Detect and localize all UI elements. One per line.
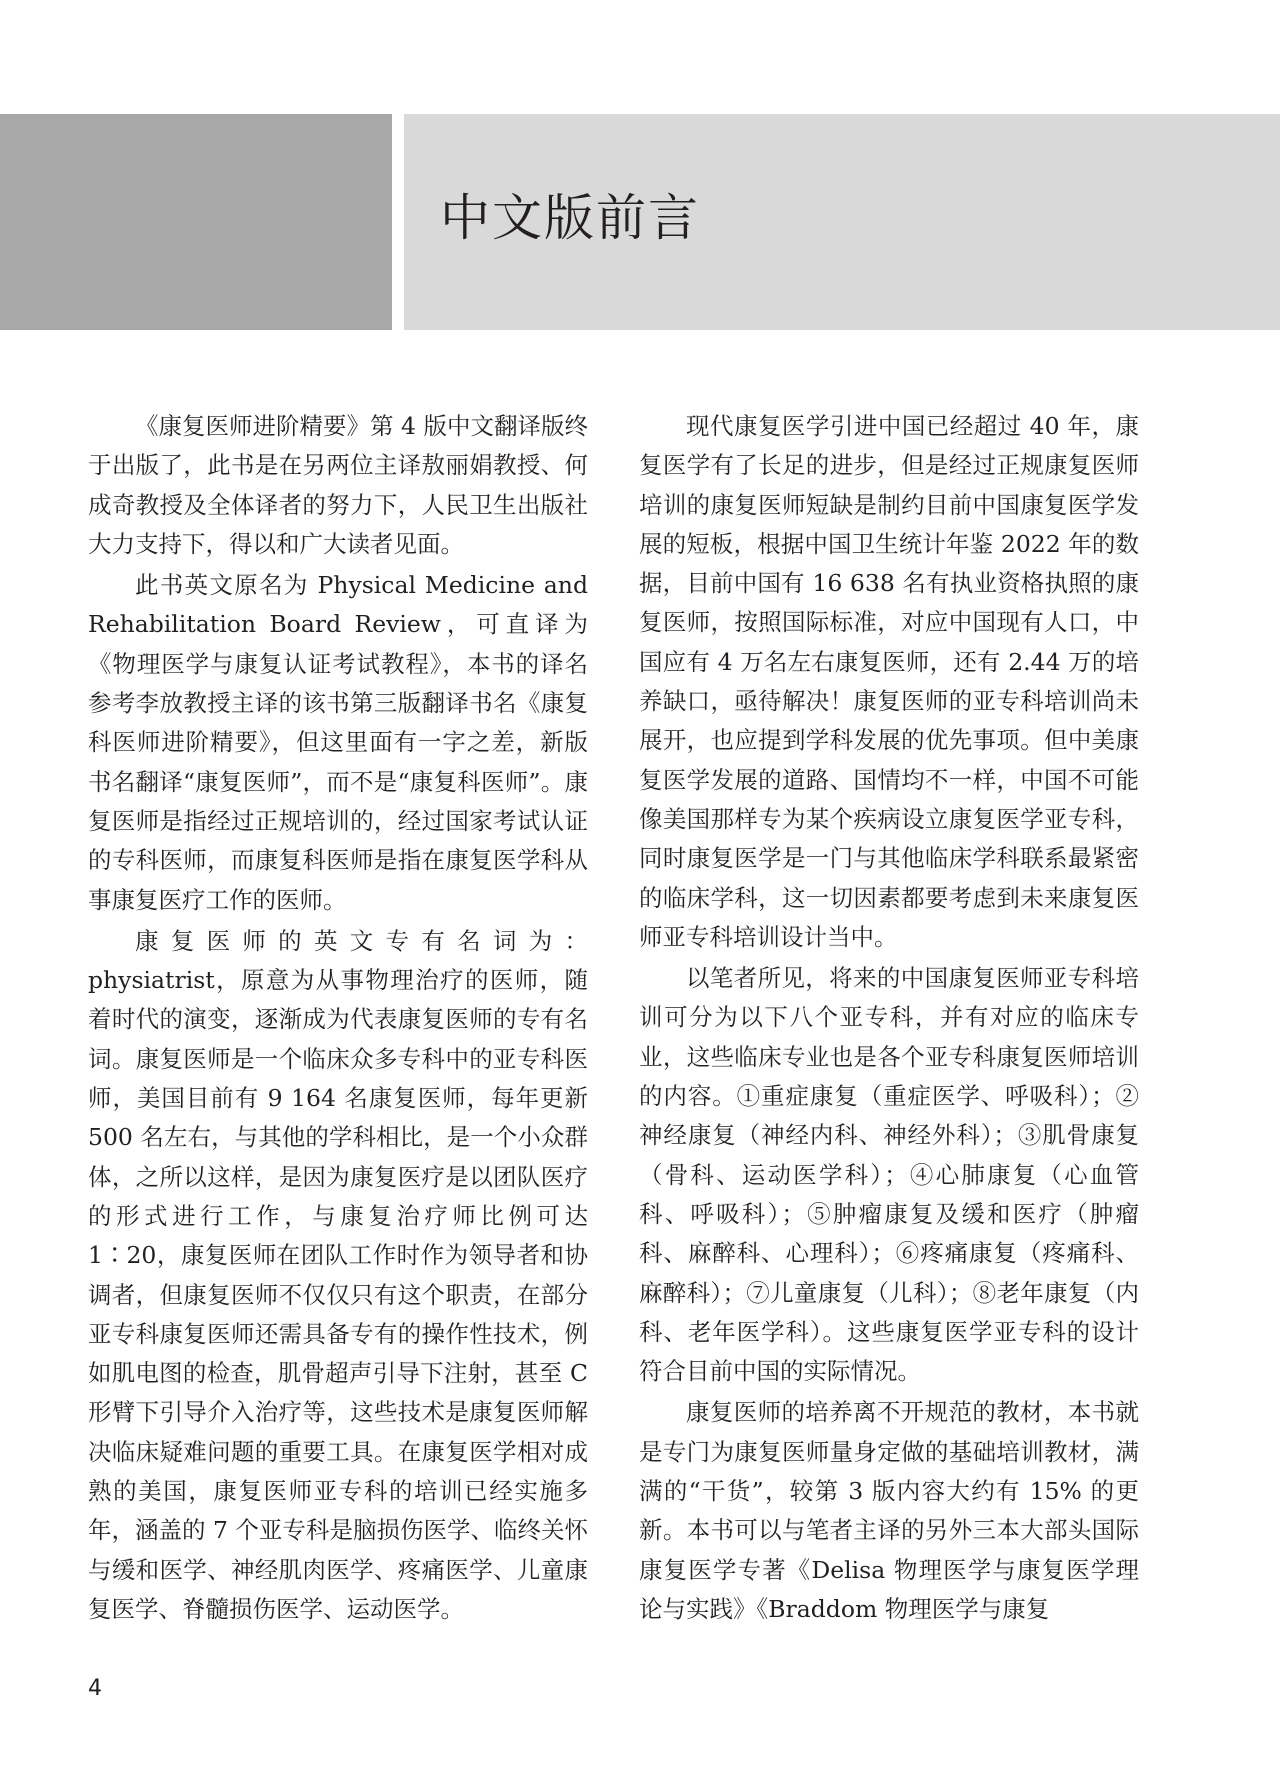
paragraph: 以笔者所见，将来的中国康复医师亚专科培训可分为以下八个亚专科，并有对应的临床专业，这些临床专业也是各个亚专科康复医师培训的内容。①重症康复（重症医学、呼吸科）；②神经康复（神经内科、神经外科）；③肌骨康复（骨科、运动医学科）；④心肺康复（心血管科、呼吸科）；⑤肿瘤康复及缓和医疗（肿瘤科、麻醉科、心理科）；⑥疼痛康复（疼痛科、麻醉科）；⑦儿童康复（儿科）；⑧老年康复（内科、老年医学科）。这些康复医学亚专科的设计符合目前中国的实际情况。 bbox=[639, 964, 1139, 1386]
header-band-dark bbox=[0, 114, 392, 330]
paragraph: 《康复医师进阶精要》第 4 版中文翻译版终于出版了，此书是在另两位主译敖丽娟教授、何成奇教授及全体译者的努力下，人民卫生出版社大力支持下，得以和广大读者见面。 bbox=[88, 412, 588, 558]
paragraph: 康复医师的培养离不开规范的教材，本书就是专门为康复医师量身定做的基础培训教材，满满的“干货”，较第 3 版内容大约有 15% 的更新。本书可以与笔者主译的另外三本大部头国际康复医学专著《Delisa 物理医学与康复医学理论与实践》《Braddom 物理医学与康复 bbox=[639, 1398, 1139, 1623]
left-column bbox=[88, 407, 588, 1631]
paragraph: 此书英文原名为 Physical Medicine and Rehabilitation Board Review，可直译为《物理医学与康复认证考试教程》，本书的译名参考李放教授主译的该书第三版翻译书名《康复科医师进阶精要》，但这里面有一字之差，新版书名翻译“康复医师”，而不是“康复科医师”。康复医师是指经过正规培训的，经过国家考试认证的专科医师，而康复科医师是指在康复医学科从事康复医疗工作的医师。 bbox=[88, 571, 588, 914]
paragraph: 康复医师的英文专有名词为：physiatrist，原意为从事物理治疗的医师，随着时代的演变，逐渐成为代表康复医师的专有名词。康复医师是一个临床众多专科中的亚专科医师，美国目前有 9 164 名康复医师，每年更新 500 名左右，与其他的学科相比，是一个小众群体，之所以这样，是因为康复医疗是以团队医疗的形式进行工作，与康复治疗师比例可达 1∶20，康复医师在团队工作时作为领导者和协调者，但康复医师不仅仅只有这个职责，在部分亚专科康复医师还需具备专有的操作性技术，例如肌电图的检查，肌骨超声引导下注射，甚至 C 形臂下引导介入治疗等，这些技术是康复医师解决临床疑难问题的重要工具。在康复医学相对成熟的美国，康复医师亚专科的培训已经实施多年，涵盖的 7 个亚专科是脑损伤医学、临终关怀与缓和医学、神经肌肉医学、疼痛医学、儿童康复医学、脊髓损伤医学、运动医学。 bbox=[88, 926, 588, 1623]
right-column bbox=[639, 407, 1139, 1631]
paragraph: 现代康复医学引进中国已经超过 40 年，康复医学有了长足的进步，但是经过正规康复医师培训的康复医师短缺是制约目前中国康复医学发展的短板，根据中国卫生统计年鉴 2022 年的数据，目前中国有 16 638 名有执业资格执照的康复医师，按照国际标准，对应中国现有人口，中国应有 4 万名左右康复医师，还有 2.44 万的培养缺口，亟待解决！康复医师的亚专科培训尚未展开，也应提到学科发展的优先事项。但中美康复医学发展的道路、国情均不一样，中国不可能像美国那样专为某个疾病设立康复医学亚专科，同时康复医学是一门与其他临床学科联系最紧密的临床学科，这一切因素都要考虑到未来康复医师亚专科培训设计当中。 bbox=[639, 412, 1139, 951]
page-number: 4 bbox=[88, 1676, 102, 1701]
page-title: 中文版前言 bbox=[440, 189, 700, 247]
